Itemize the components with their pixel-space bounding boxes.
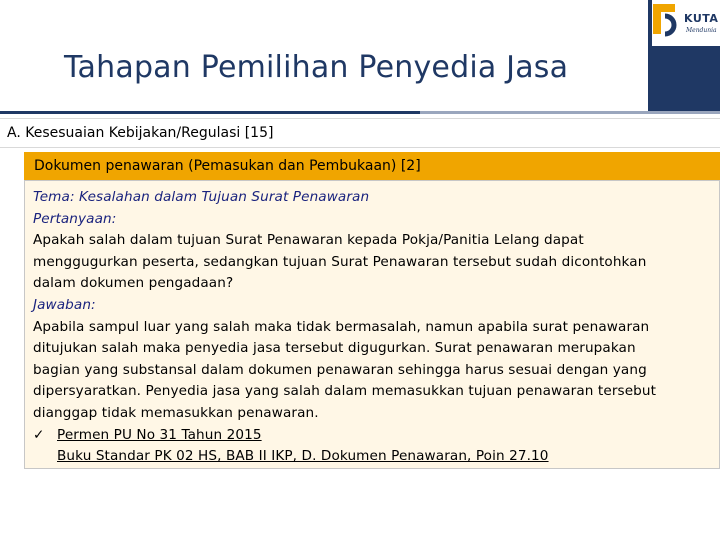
reference-link[interactable]: Buku Standar PK 02 HS, BAB II IKP, D. Dokumen Penawaran, Poin 27.10: [57, 448, 549, 465]
answer-label: Jawaban:: [33, 296, 96, 313]
answer-line: bagian yang substansal dalam dokumen penawaran sehingga harus sesuai dengan yang: [33, 361, 647, 378]
slide-title: Tahapan Pemilihan Penyedia Jasa: [64, 50, 569, 85]
check-icon: ✓: [33, 426, 45, 443]
reference-link[interactable]: Permen PU No 31 Tahun 2015: [57, 426, 262, 443]
subsection-label: Dokumen penawaran (Pemasukan dan Pembukaan) [2]: [34, 158, 421, 174]
ministry-logo-icon: [652, 2, 682, 38]
subsection-header: [24, 152, 720, 180]
title-underline: [0, 111, 420, 114]
answer-line: dipersyaratkan. Penyedia jasa yang salah dalam memasukkan tujuan penawaran tersebut: [33, 383, 657, 400]
logo-text: KUTA: [684, 12, 719, 25]
reference-item: [33, 446, 713, 468]
logo: [652, 0, 720, 46]
reference-item: [33, 425, 713, 447]
qa-content: [33, 187, 713, 468]
question-line: Apakah salah dalam tujuan Surat Penawaran kepada Pokja/Panitia Lelang dapat: [33, 232, 584, 249]
logo-subtext: Mendunia: [686, 27, 717, 34]
question-line: dalam dokumen pengadaan?: [33, 275, 234, 292]
answer-line: Apabila sampul luar yang salah maka tidak bermasalah, namun apabila surat penawaran: [33, 318, 650, 335]
topic-line: Tema: Kesalahan dalam Tujuan Surat Penawaran: [33, 189, 370, 205]
section-header: [0, 118, 720, 148]
answer-line: ditujukan salah maka penyedia jasa tersebut digugurkan. Surat penawaran merupakan: [33, 340, 636, 357]
answer-line: dianggap tidak memasukkan penawaran.: [33, 404, 319, 421]
question-label: Pertanyaan:: [33, 210, 117, 227]
question-line: menggugurkan peserta, sedangkan tujuan Surat Penawaran tersebut sudah dicontohkan: [33, 253, 647, 270]
qa-content-box: [24, 180, 720, 469]
section-label: A. Kesesuaian Kebijakan/Regulasi [15]: [7, 125, 274, 141]
title-underline-light: [420, 111, 720, 114]
